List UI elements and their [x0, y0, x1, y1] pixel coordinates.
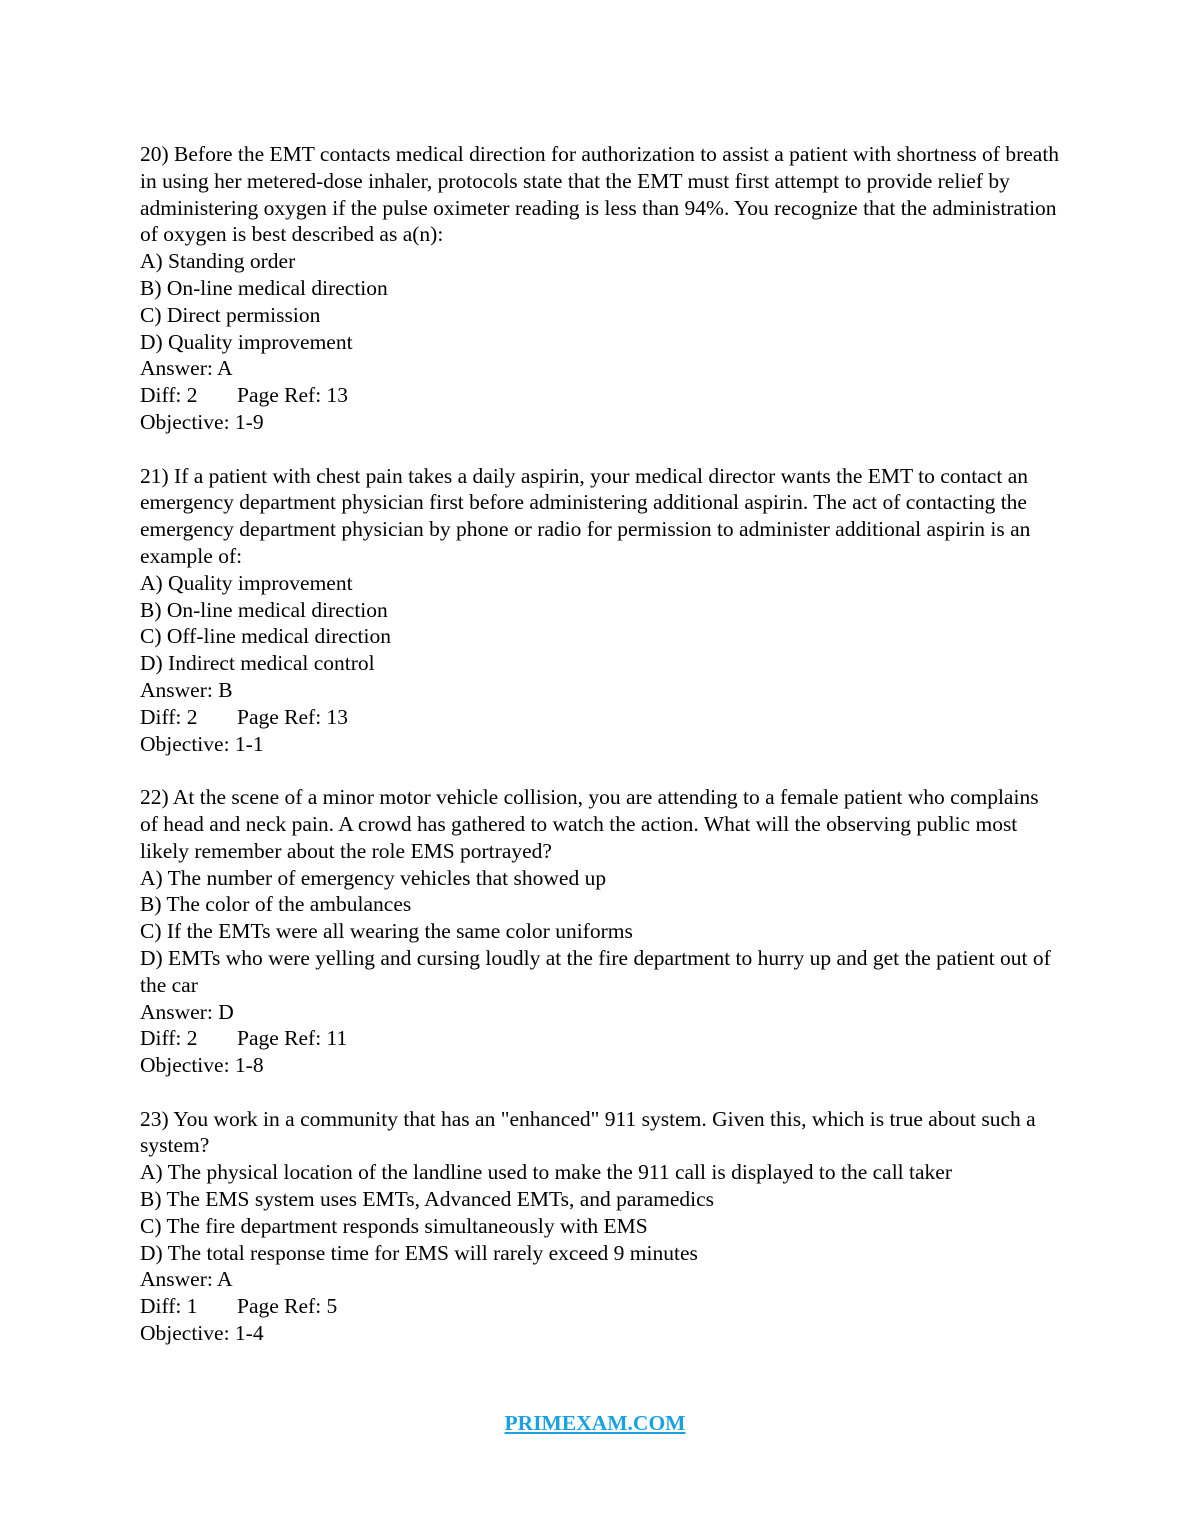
- objective: Objective: 1-9: [140, 409, 264, 434]
- diff-page-ref: [140, 704, 1060, 731]
- question-stem: 21) If a patient with chest pain takes a daily aspirin, your medical director wants the EMT to contact an emergency department physician first before administering additional aspirin. The act of contacting the emergency department physician by phone or radio for permission to administer additional aspirin is an example of:: [140, 463, 1031, 568]
- question-stem: 22) At the scene of a minor motor vehicle collision, you are attending to a female patient who complains of head and neck pain. A crowd has gathered to watch the action. What will the observing public most likely remember about the role EMS portrayed?: [140, 785, 1039, 863]
- option-d: D) Indirect medical control: [140, 651, 375, 676]
- option-d: D) EMTs who were yelling and cursing loudly at the fire department to hurry up and get the patient out of the car: [140, 945, 1051, 997]
- option-c: C) Direct permission: [140, 302, 321, 327]
- option-a: A) The number of emergency vehicles that showed up: [140, 865, 607, 890]
- document-body: [140, 141, 1060, 1374]
- option-a: A) Quality improvement: [140, 570, 353, 595]
- difficulty: Diff: 2: [140, 704, 198, 729]
- option-b: B) The EMS system uses EMTs, Advanced EMTs, and paramedics: [140, 1187, 715, 1212]
- answer: Answer: A: [140, 356, 233, 381]
- option-c: C) The fire department responds simultaneously with EMS: [140, 1213, 648, 1238]
- diff-page-ref: [140, 1293, 1060, 1320]
- answer: Answer: D: [140, 999, 234, 1024]
- answer: Answer: A: [140, 1267, 233, 1292]
- diff-page-ref: [140, 382, 1060, 409]
- option-c: C) Off-line medical direction: [140, 624, 391, 649]
- option-a: A) Standing order: [140, 249, 296, 274]
- question-22: [140, 784, 1060, 1079]
- question-stem: 23) You work in a community that has an "enhanced" 911 system. Given this, which is true about such a system?: [140, 1106, 1036, 1158]
- difficulty: Diff: 2: [140, 1026, 198, 1051]
- option-c: C) If the EMTs were all wearing the same color uniforms: [140, 919, 633, 944]
- page-ref: Page Ref: 13: [237, 704, 349, 729]
- objective: Objective: 1-8: [140, 1053, 264, 1078]
- diff-page-ref: [140, 1025, 1060, 1052]
- option-d: D) The total response time for EMS will rarely exceed 9 minutes: [140, 1240, 698, 1265]
- option-b: B) On-line medical direction: [140, 275, 388, 300]
- page-footer: [0, 1409, 1190, 1437]
- answer: Answer: B: [140, 677, 233, 702]
- page-ref: Page Ref: 11: [237, 1026, 348, 1051]
- objective: Objective: 1-4: [140, 1321, 264, 1346]
- difficulty: Diff: 1: [140, 1294, 198, 1319]
- option-b: B) The color of the ambulances: [140, 892, 412, 917]
- page-ref: Page Ref: 13: [237, 383, 349, 408]
- page-ref: Page Ref: 5: [237, 1294, 338, 1319]
- objective: Objective: 1-1: [140, 731, 264, 756]
- option-b: B) On-line medical direction: [140, 597, 388, 622]
- question-20: [140, 141, 1060, 436]
- difficulty: Diff: 2: [140, 383, 198, 408]
- question-23: [140, 1106, 1060, 1347]
- question-21: [140, 463, 1060, 758]
- option-a: A) The physical location of the landline used to make the 911 call is displayed to the call taker: [140, 1160, 952, 1185]
- primexam-link[interactable]: PRIMEXAM.COM: [504, 1411, 686, 1435]
- option-d: D) Quality improvement: [140, 329, 353, 354]
- question-stem: 20) Before the EMT contacts medical direction for authorization to assist a patient with shortness of breath in using her metered-dose inhaler, protocols state that the EMT must first attempt to provide relief by administering oxygen if the pulse oximeter reading is less than 94%. You recognize that the administration of oxygen is best described as a(n):: [140, 142, 1060, 247]
